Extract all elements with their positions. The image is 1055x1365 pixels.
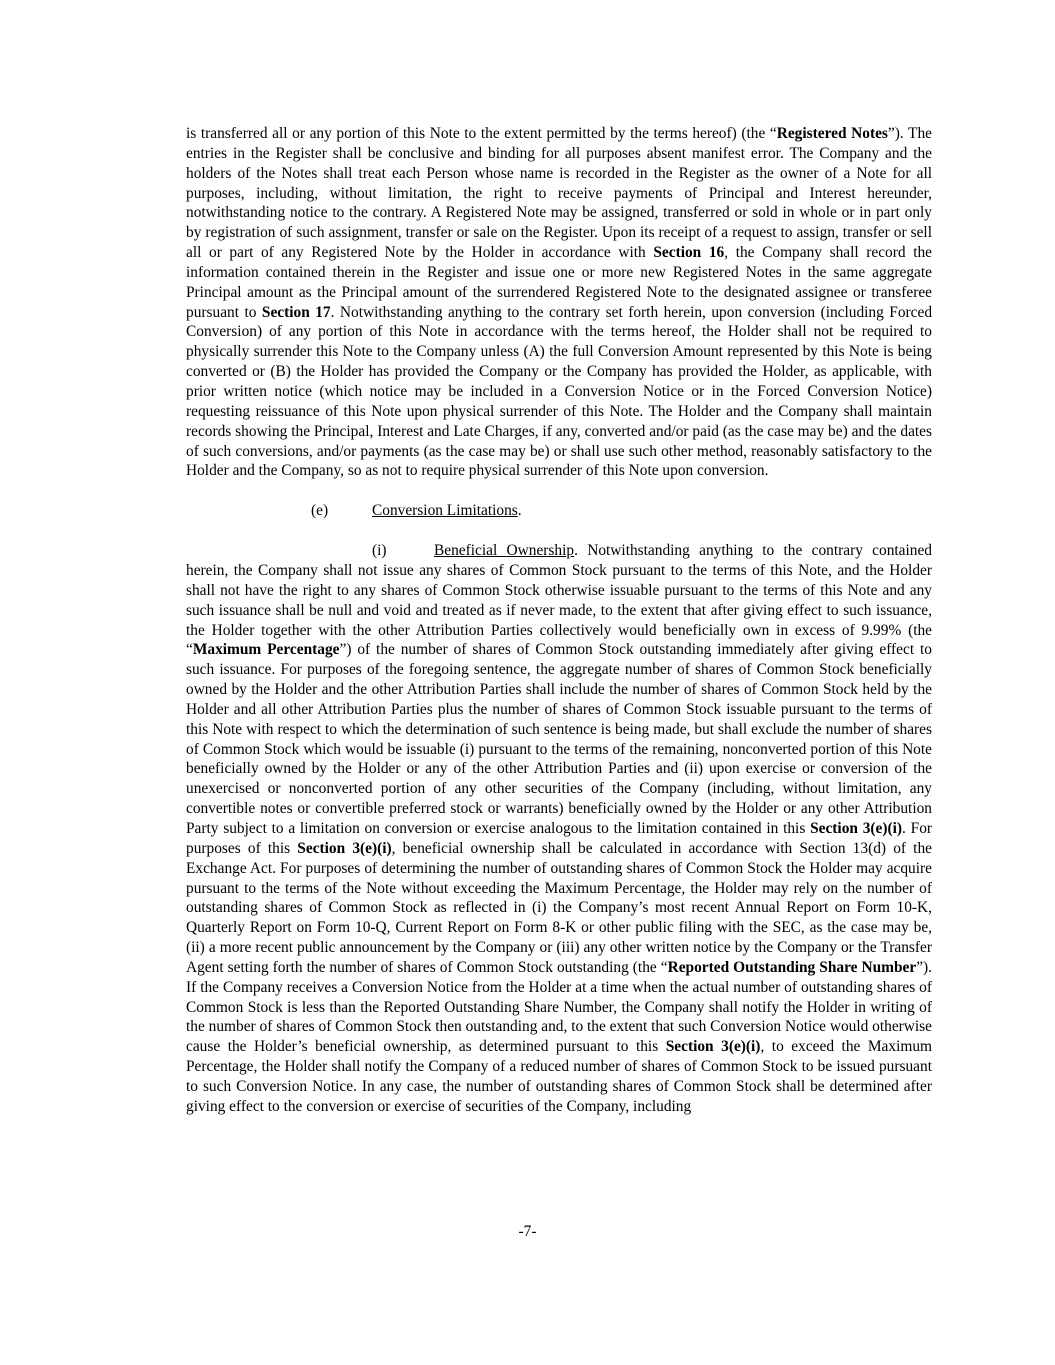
paragraph-registered-notes: is transferred all or any portion of this Note to the extent permitted by the terms hereof) (the “Registered Notes”). The entries in the Register shall be conclusive and binding for all purposes absent manifest error. The Company and the holders of the Notes shall treat each Person whose name is recorded in the Register as the owner of a Note for all purposes, including, without limitation, the right to receive payments of Principal and Interest hereunder, notwithstanding notice to the contrary. A Registered Note may be assigned, transferred or sold in whole or in part only by registration of such assignment, transfer or sale on the Register. Upon its receipt of a request to assign, transfer or sell all or part of any Registered Note by the Holder in accordance with Section 16, the Company shall record the information contained therein in the Register and issue one or more new Registered Notes in the same aggregate Principal amount as the Principal amount of the surrendered Registered Note to the designated assignee or transferee pursuant to Section 17. Notwithstanding anything to the contrary set forth herein, upon conversion (including Forced Conversion) of any portion of this Note in accordance with the terms hereof, the Holder shall not be required to physically surrender this Note to the Company unless (A) the full Conversion Amount represented by this Note is being converted or (B) the Holder has provided the Company or the Company has provided the Holder, as applicable, with prior written notice (which notice may be included in a Conversion Notice or in the Forced Conversion Notice) requesting reissuance of this Note upon physical surrender of this Note. The Holder and the Company shall maintain records showing the Principal, Interest and Late Charges, if any, converted and/or paid (as the case may be) and the dates of such conversions, and/or payments (as the case may be) or shall use such other method, reasonably satisfactory to the Holder and the Company, so as not to require physical surrender of this Note upon conversion. (186, 125, 933, 480)
page-number: -7- (518, 1223, 537, 1240)
paragraph-beneficial-ownership: (i) Beneficial Ownership. Notwithstanding anything to the contrary contained herein, the Company shall not issue any shares of Common Stock pursuant to the terms of this Note, and the Holder shall not have the right to any shares of Common Stock otherwise issuable pursuant to the terms of this Note and any such issuance shall be null and void and treated as if never made, to the extent that after giving effect to such issuance, the Holder together with the other Attribution Parties collectively would beneficially own in excess of 9.99% (the “Maximum Percentage”) of the number of shares of Common Stock outstanding immediately after giving effect to such issuance. For purposes of the foregoing sentence, the aggregate number of shares of Common Stock beneficially owned by the Holder and the other Attribution Parties shall include the number of shares of Common Stock held by the Holder and all other Attribution Parties plus the number of shares of Common Stock issuable pursuant to the terms of this Note with respect to which the determination of such sentence is being made, but shall exclude the number of shares of Common Stock which would be issuable (i) pursuant to the terms of the remaining, nonconverted portion of this Note beneficially owned by the Holder or any of the other Attribution Parties and (ii) upon exercise or conversion of the unexercised or nonconverted portion of any other securities of the Company (including, without limitation, any convertible notes or convertible preferred stock or warrants) beneficially owned by the Holder or any other Attribution Party subject to a limitation on conversion or exercise analogous to the limitation contained in this Section 3(e)(i). For purposes of this Section 3(e)(i), beneficial ownership shall be calculated in accordance with Section 13(d) of the Exchange Act. For purposes of determining the number of outstanding shares of Common Stock the Holder may acquire pursuant to the terms of the Note without exceeding the Maximum Percentage, the Holder may rely on the number of outstanding shares of Common Stock as reflected in (i) the Company’s most recent Annual Report on Form 10-K, Quarterly Report on Form 10-Q, Current Report on Form 8-K or other public filing with the SEC, as the case may be, (ii) a more recent public announcement by the Company or (iii) any other written notice by the Company or the Transfer Agent setting forth the number of shares of Common Stock outstanding (the “Reported Outstanding Share Number”). If the Company receives a Conversion Notice from the Holder at a time when the actual number of outstanding shares of Common Stock is less than the Reported Outstanding Share Number, the Company shall notify the Holder in writing of the number of shares of Common Stock then outstanding and, to the extent that such Conversion Notice would otherwise cause the Holder’s beneficial ownership, as determined pursuant to this Section 3(e)(i), to exceed the Maximum Percentage, the Holder shall notify the Company of a reduced number of shares of Common Stock to be issued pursuant to such Conversion Notice. In any case, the number of outstanding shares of Common Stock shall be determined after giving effect to the conversion or exercise of securities of the Company, including (186, 542, 933, 1115)
section-heading-e (186, 501, 932, 521)
defined-term-reported-outstanding-share-number: Reported Outstanding Share Number (667, 958, 917, 976)
section-reference-16: Section 16 (653, 244, 725, 262)
defined-term-maximum-percentage: Maximum Percentage (192, 641, 340, 659)
section-reference-17: Section 17 (261, 303, 331, 321)
section-reference-3ei: Section 3(e)(i) (297, 839, 392, 857)
section-title-e: Conversion Limitations. (372, 502, 522, 520)
section-label-e: (e) (311, 502, 329, 520)
document-page (186, 124, 932, 1117)
defined-term-registered-notes: Registered Notes (776, 125, 888, 142)
section-reference-3ei: Section 3(e)(i) (665, 1038, 761, 1056)
subsection-title-beneficial-ownership: Beneficial Ownership (434, 542, 575, 560)
subsection-label-i: (i) (372, 542, 387, 560)
section-reference-3ei: Section 3(e)(i) (810, 820, 903, 837)
